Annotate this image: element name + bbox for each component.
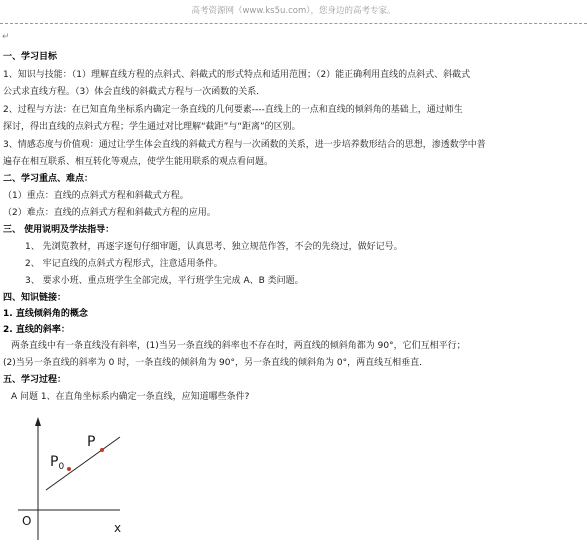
goal-attitude-line-2: 遍存在相互联系、相互转化等观点，使学生能用联系的观点看问题。 <box>3 157 274 167</box>
goal-process-line-2: 探讨，得出直线的点斜式方程；学生通过对比理解“截距”与“距离”的区别。 <box>3 122 301 132</box>
question-1: A 问题 1、在直角坐标系内确定一条直线，应知道哪些条件? <box>11 392 250 402</box>
goal-attitude-line-1: 3、情感态度与价值观：通过让学生体会直线的斜截式方程与一次函数的关系，进一步培养数形结合的思想，渗透数学中普 <box>3 140 486 150</box>
header-text: 高考资源网（www.ks5u.com），您身边的高考专家。 <box>191 6 396 16</box>
point-p0 <box>67 467 71 471</box>
label-p0 <box>50 454 64 472</box>
label-p0-sub: 0 <box>58 462 65 472</box>
link-item-1: 1. 直线倾斜角的概念 <box>3 309 88 319</box>
section-heading-links: 四、知识链接： <box>3 293 67 303</box>
label-p: P <box>87 434 96 450</box>
keypoint-difficulty: （2）难点：直线的点斜式方程和斜截式方程的应用。 <box>3 208 216 218</box>
goal-process-line-1: 2、过程与方法：在已知直角坐标系内确定一条直线的几何要素----直线上的一点和直线的倾斜角的基础上，通过师生 <box>3 105 463 115</box>
section-heading-goals: 一、学习目标 <box>3 52 58 62</box>
link-item-2: 2. 直线的斜率： <box>3 325 70 335</box>
slope-text-line-2: (2)当另一条直线的斜率为 0 时，一条直线的倾斜角为 90°，另一条直线的倾斜角为 0°，两直线互相垂直． <box>3 358 429 368</box>
instruction-3: 3、 要求小班、重点班学生全部完成，平行班学生完成 A、B 类问题。 <box>25 276 304 286</box>
label-x-axis: x <box>114 521 122 535</box>
y-axis-arrow <box>35 417 41 426</box>
slope-text-line-1: 两条直线中有一条直线没有斜率，(1)当另一条直线的斜率也不存在时，两直线的倾斜角都为 90°，它们互相平行； <box>11 341 466 351</box>
paragraph-mark: ↵ <box>2 32 10 42</box>
label-origin: O <box>22 514 32 528</box>
section-heading-instructions: 三、 使用说明及学法指导： <box>3 225 115 235</box>
goal-knowledge-line-2: 公式求直线方程。（3）体会直线的斜截式方程与一次函数的关系． <box>3 87 266 97</box>
label-p0-main: P <box>50 454 59 470</box>
goal-knowledge-line-1: 1、知识与技能：（1）理解直线方程的点斜式、斜截式的形式特点和适用范围；（2）能正确利用直线的点斜式、斜截式 <box>3 70 471 80</box>
section-heading-keypoints: 二、学习重点、难点： <box>3 174 94 184</box>
keypoint-focus: （1）重点：直线的点斜式方程和斜截式方程。 <box>3 191 189 201</box>
instruction-1: 1、 先浏览教材，再逐字逐句仔细审题，认真思考、独立规范作答，不会的先绕过，做好记号。 <box>25 242 403 252</box>
section-heading-process: 五、学习过程： <box>3 375 67 385</box>
instruction-2: 2、 牢记直线的点斜式方程形式，注意适用条件。 <box>25 259 223 269</box>
point-p <box>100 448 104 452</box>
